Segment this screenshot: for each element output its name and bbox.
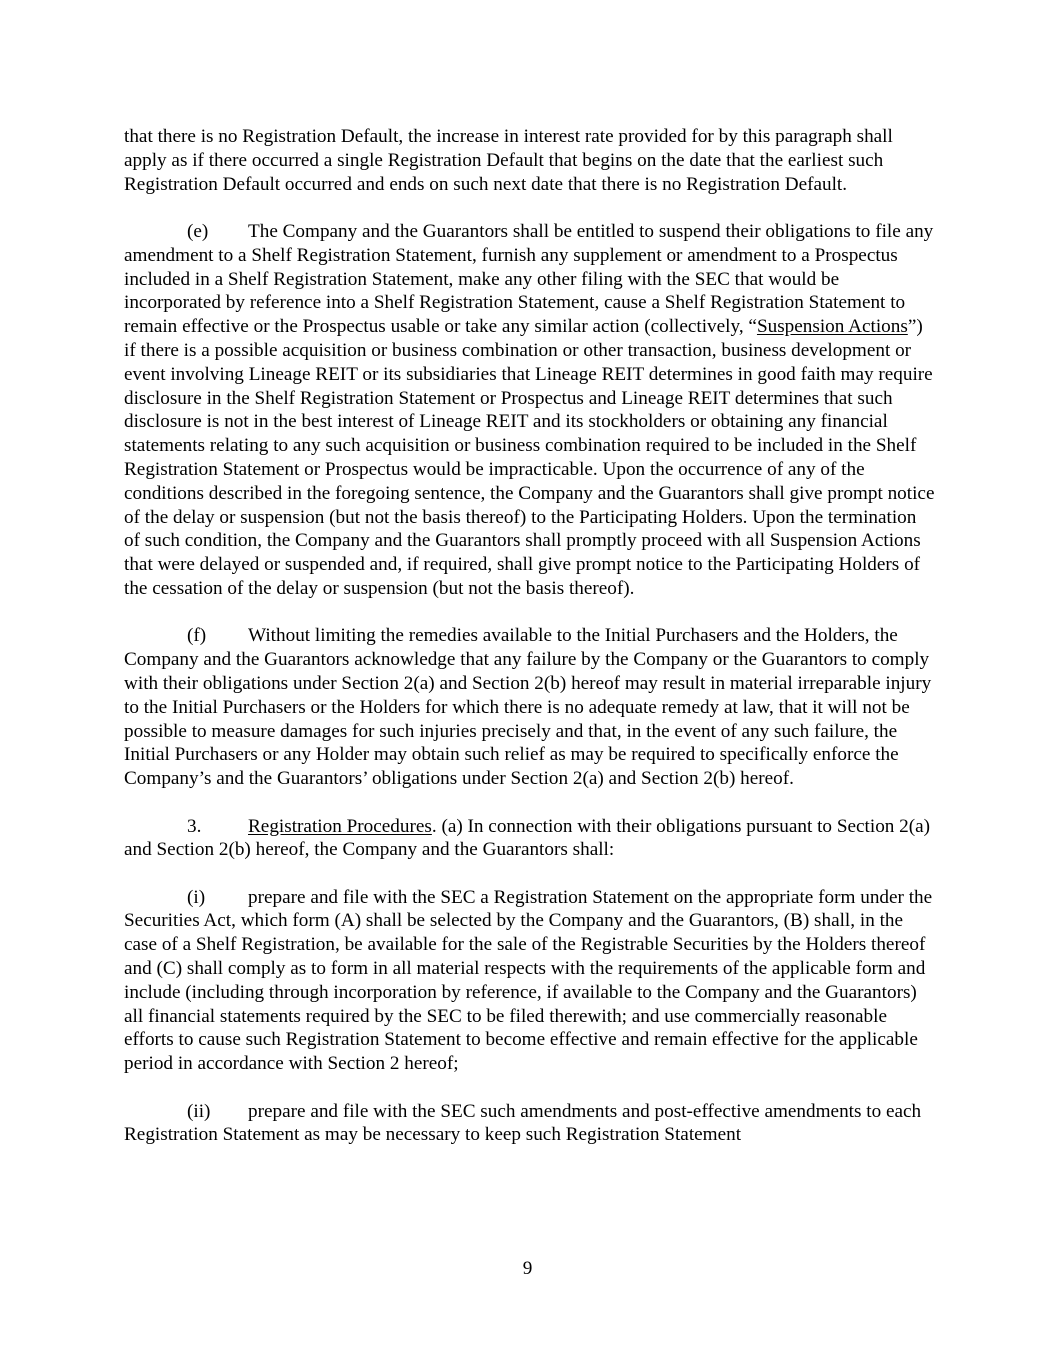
paragraph-label: (e) — [187, 220, 209, 242]
paragraph-text: prepare and file with the SEC such amendments and post-effective amendments to each Registration Statement as may be necessary to keep such Registration Statement — [124, 1100, 922, 1146]
paragraph-text: The Company and the Guarantors shall be entitled to suspend their obligations to file any amendment to a Shelf Registration Statement, furnish any supplement or amendment to a Prospectus included in a Shelf Registration Statement, make any other filing with the SEC that would be incorporated by reference into a Shelf Registration Statement, cause a Shelf Registration Statement to remain effective or the Prospectus usable or take any similar action (collectively, “ — [124, 220, 934, 338]
paragraph-label: (ii) — [187, 1100, 211, 1122]
paragraph-i — [124, 886, 936, 1076]
paragraph-continuation: that there is no Registration Default, the increase in interest rate provided for by this paragraph shall apply as if there occurred a single Registration Default that begins on the date that the earliest such Registration Default occurred and ends on such next date that there is no Registration Default. — [124, 126, 893, 195]
paragraph-e — [124, 220, 936, 601]
paragraph-text: prepare and file with the SEC a Registration Statement on the appropriate form under the Securities Act, which form (A) shall be selected by the Company and the Guarantors, (B) shall, in the case of a Shelf Registration, be available for the sale of the Registrable Securities by the Holders thereof and (C) shall comply as to form in all material respects with the requirements of the applicable form and include (including through incorporation by reference, if available to the Company and the Guarantors) all financial statements required by the SEC to be filed therewith; and use commercially reasonable efforts to cause such Registration Statement to become effective and remain effective for the applicable period in accordance with Section 2 hereof; — [124, 886, 933, 1075]
section-number: 3. — [187, 815, 202, 837]
paragraph-text: ”) if there is a possible acquisition or business combination or other transaction, business development or event involving Lineage REIT or its subsidiaries that Lineage REIT determines in good faith may require disclosure in the Shelf Registration Statement or Prospectus and Lineage REIT determines that such disclosure is not in the best interest of Lineage REIT and its stockholders or obtaining any financial statements relating to any such acquisition or business combination required to be included in the Shelf Registration Statement or Prospectus would be impracticable. Upon the occurrence of any of the conditions described in the foregoing sentence, the Company and the Guarantors shall give prompt notice of the delay or suspension (but not the basis thereof) to the Participating Holders. Upon the termination of such condition, the Company and the Guarantors shall promptly proceed with all Suspension Actions that were delayed or suspended and, if required, shall give prompt notice to the Participating Holders of the cessation of the delay or suspension (but not the basis thereof). — [124, 316, 935, 599]
paragraph-text: Without limiting the remedies available to the Initial Purchasers and the Holders, the Company and the Guarantors acknowledge that any failure by the Company or the Guarantors to comply with their obligations under Section 2(a) and Section 2(b) hereof may result in material irreparable injury to the Initial Purchasers or the Holders for which there is no adequate remedy at law, that it will not be possible to measure damages for such injuries precisely and that, in the event of any such failure, the Initial Purchasers or any Holder may obtain such relief as may be required to specifically enforce the Company’s and the Guarantors’ obligations under Section 2(a) and Section 2(b) hereof. — [124, 625, 932, 790]
paragraph-ii — [124, 1100, 936, 1148]
document-page — [124, 125, 936, 1171]
paragraph-f — [124, 624, 936, 791]
section-heading: Registration Procedures — [248, 815, 432, 837]
paragraph-label: (i) — [187, 886, 206, 908]
paragraph-text: . (a) In connection with their obligations pursuant to Section 2(a) and Section 2(b) hereof, the Company and the Guarantors shall: — [124, 815, 931, 861]
section-3-paragraph — [124, 815, 936, 863]
defined-term: Suspension Actions — [756, 316, 908, 338]
page-number: 9 — [522, 1258, 533, 1279]
paragraph-label: (f) — [187, 625, 207, 647]
